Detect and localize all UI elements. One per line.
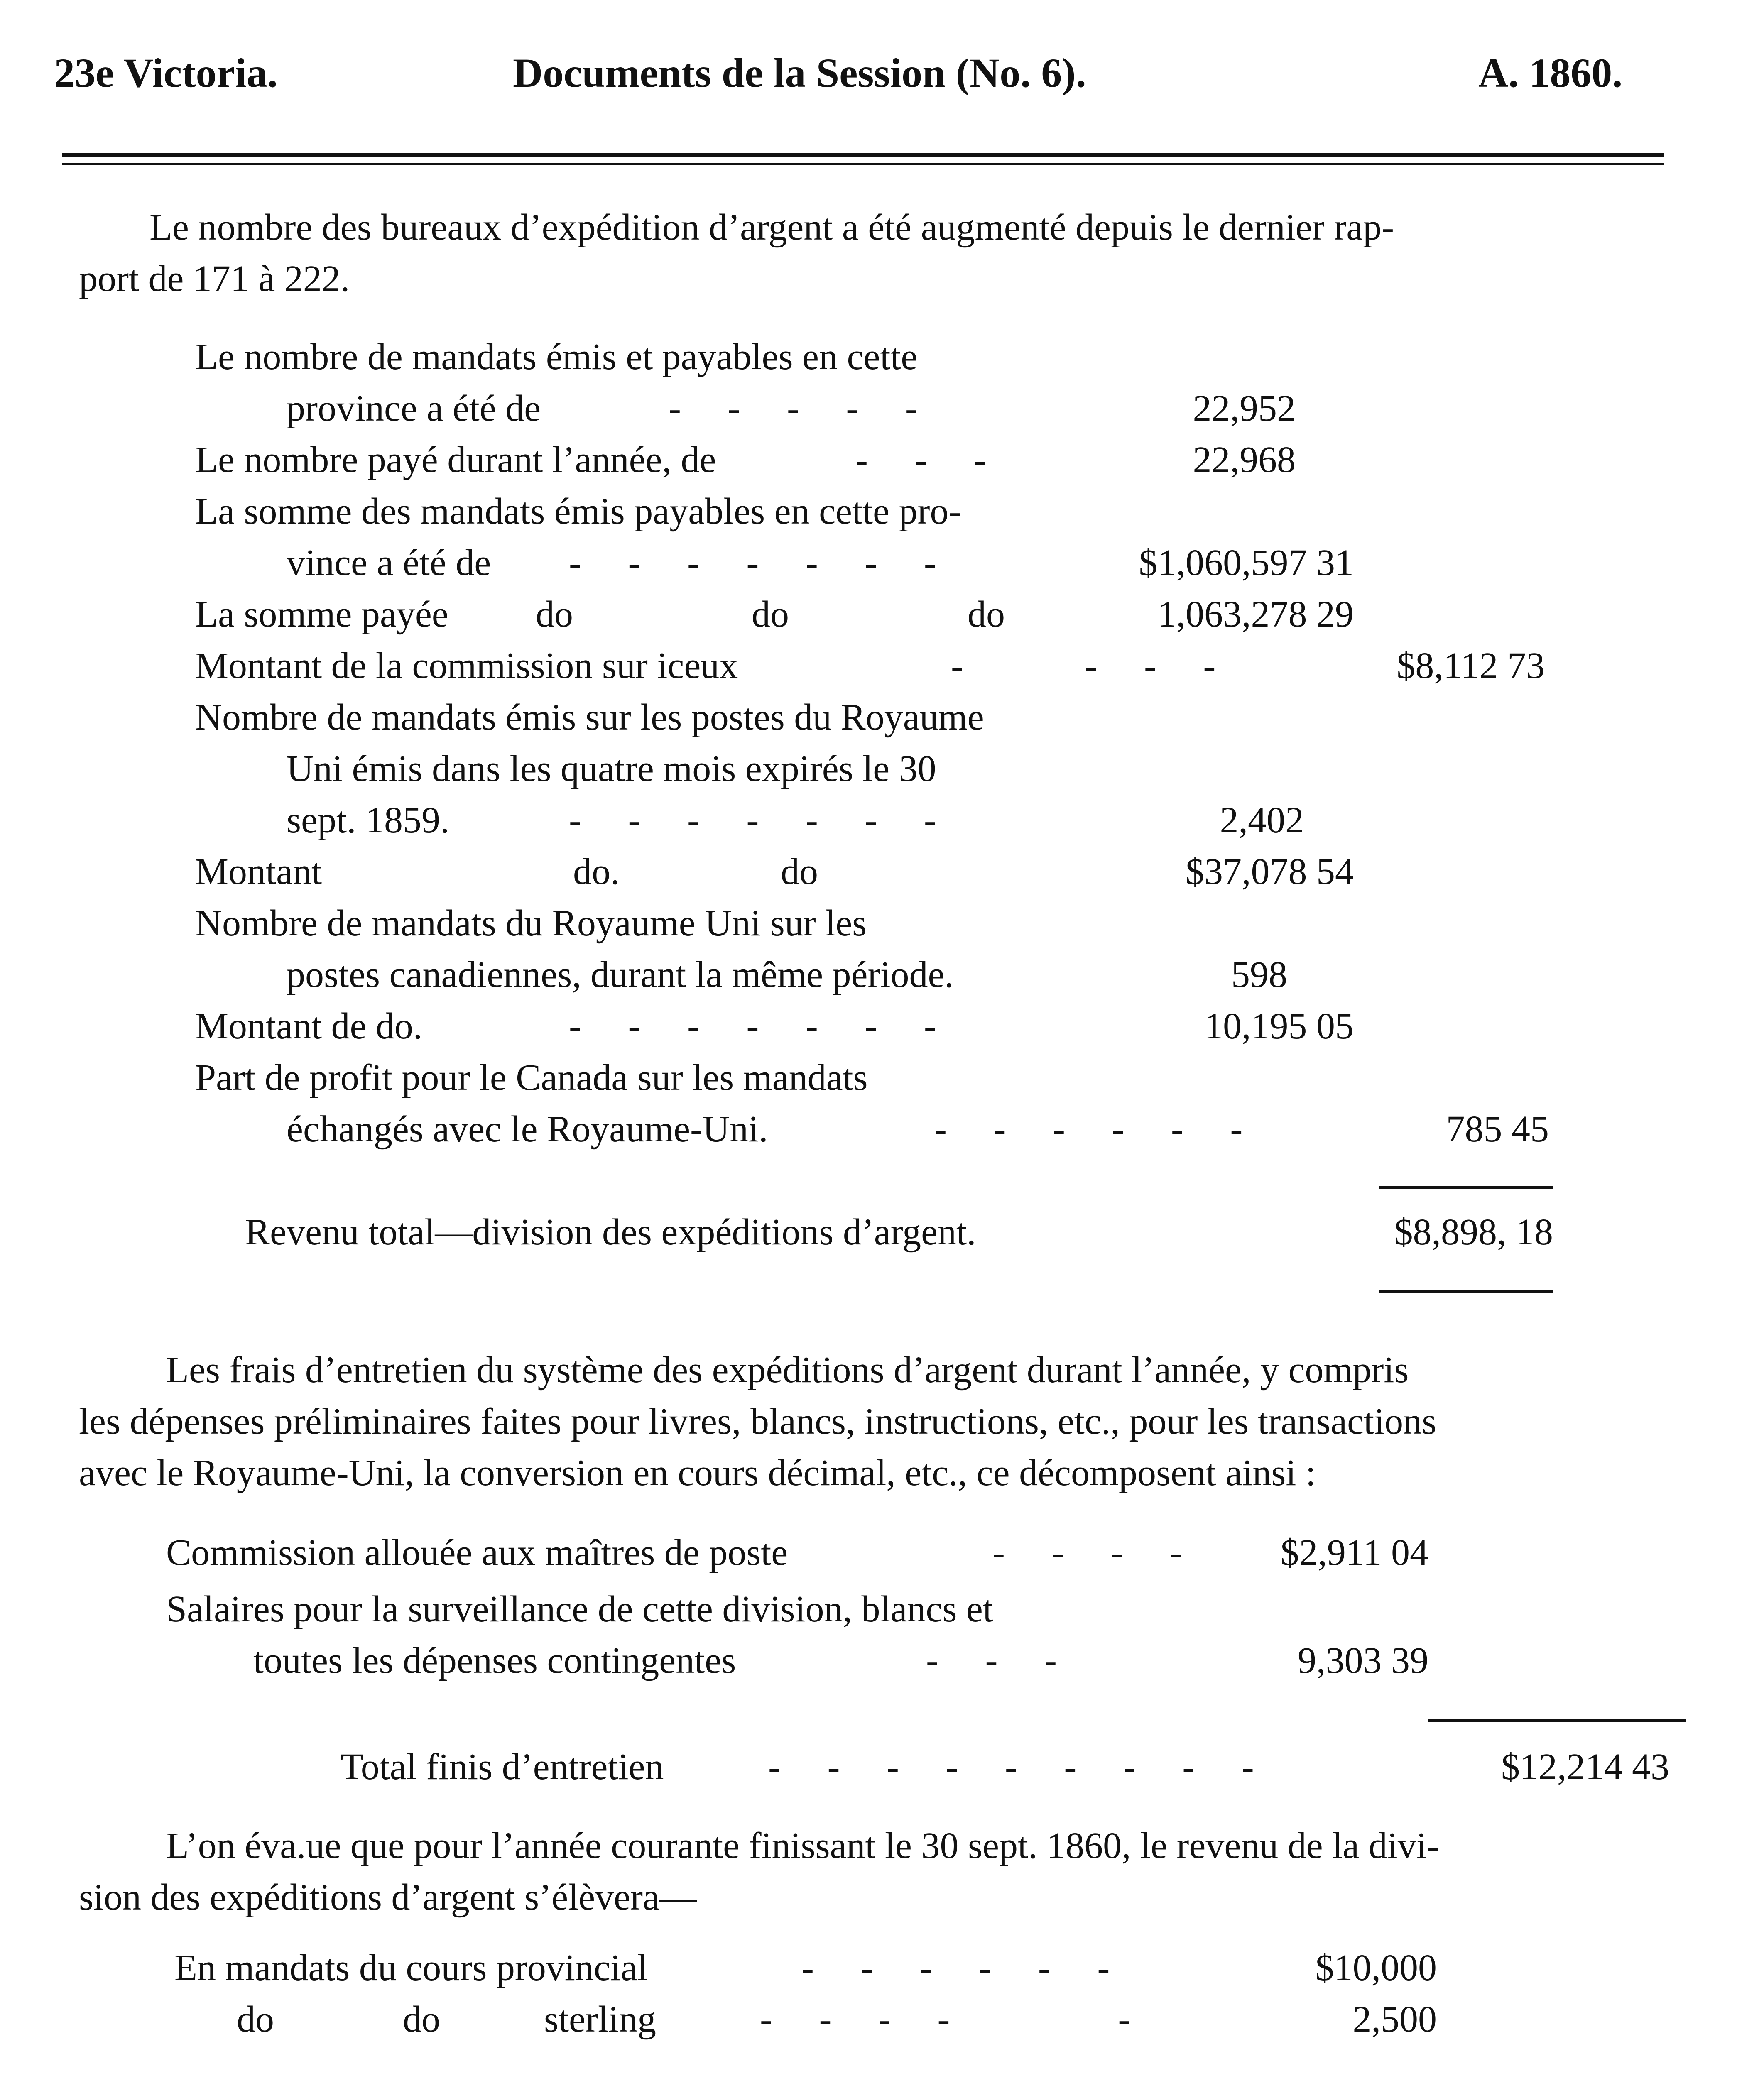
- stats-value: 598: [1231, 954, 1287, 995]
- stats-value: $1,060,597 31: [1139, 542, 1354, 583]
- revenue-total-value: $8,898, 18: [1394, 1212, 1553, 1253]
- frais-para-line-1: Les frais d’entretien du système des expéditions d’argent durant l’année, y compris: [166, 1349, 1409, 1391]
- intro-line-2: port de 171 à 222.: [79, 258, 350, 299]
- leader-dashes: - - - - - - - - -: [768, 1746, 1254, 1787]
- leader-dashes: - - - - - -: [801, 1947, 1110, 1988]
- frais-total-label: Total finis d’entretien: [341, 1746, 664, 1787]
- frais-row-label: Salaires pour la surveillance de cette division, blancs et: [166, 1589, 993, 1630]
- leader-dashes: - - - - -: [669, 388, 918, 429]
- ditto-mark: do: [968, 594, 1005, 635]
- stats-value: 1,063,278 29: [1157, 594, 1354, 635]
- header-rule-bottom: [62, 163, 1664, 165]
- stats-total-column: 785 45: [1446, 1109, 1549, 1150]
- estimate-row-label: En mandats du cours provincial: [174, 1947, 648, 1988]
- stats-row-label: Le nombre payé durant l’année, de: [195, 439, 716, 480]
- stats-row-label-cont: vince a été de: [287, 542, 491, 583]
- stats-row-label-cont: postes canadiennes, durant la même période.: [287, 954, 954, 995]
- stats-value: 2,402: [1220, 800, 1304, 841]
- leader-dashes: - - - - - - -: [569, 1006, 936, 1047]
- estimate-row-label: sterling: [544, 1999, 656, 2040]
- header-volume: 23e Victoria.: [54, 50, 278, 96]
- leader-dashes: - - - -: [951, 645, 1216, 686]
- stats-value: 10,195 05: [1204, 1006, 1354, 1047]
- frais-row-label: Commission allouée aux maîtres de poste: [166, 1532, 788, 1573]
- header-title: Documents de la Session (No. 6).: [513, 50, 1086, 96]
- stats-row-label-cont: échangés avec le Royaume-Uni.: [287, 1109, 768, 1150]
- stats-row-label: La somme des mandats émis payables en cette pro-: [195, 491, 961, 532]
- leader-dashes: - - -: [926, 1640, 1057, 1681]
- stats-row-label: Le nombre de mandats émis et payables en cette: [195, 336, 918, 377]
- ditto-mark: do.: [573, 851, 620, 892]
- estimate-para-line-2: sion des expéditions d’argent s’élèvera—: [79, 1877, 697, 1918]
- stats-value: 22,968: [1193, 439, 1296, 480]
- leader-dashes: - - - - -: [760, 1999, 1131, 2040]
- stats-row-label: Part de profit pour le Canada sur les mandats: [195, 1057, 868, 1098]
- stats-row-label: Montant de do.: [195, 1006, 423, 1047]
- ditto-mark: do: [536, 594, 573, 635]
- estimate-value: $10,000: [1315, 1947, 1437, 1988]
- frais-para-line-2: les dépenses préliminaires faites pour livres, blancs, instructions, etc., pour les transactions: [79, 1401, 1437, 1442]
- frais-value: 9,303 39: [1298, 1640, 1428, 1681]
- stats-subtotal: $8,112 73: [1396, 645, 1545, 686]
- estimate-para-line-1: L’on éva.ue que pour l’année courante finissant le 30 sept. 1860, le revenu de la divi-: [166, 1825, 1439, 1866]
- sum-rule: [1379, 1290, 1553, 1293]
- leader-dashes: - - - - - -: [934, 1109, 1243, 1150]
- ditto-mark: do: [403, 1999, 440, 2040]
- stats-row-label-cont: sept. 1859.: [287, 800, 450, 841]
- frais-para-line-3: avec le Royaume-Uni, la conversion en cours décimal, etc., ce décomposent ainsi :: [79, 1452, 1316, 1493]
- header-rule-top: [62, 153, 1664, 157]
- estimate-value: 2,500: [1352, 1999, 1437, 2040]
- stats-row-label: La somme payée: [195, 594, 448, 635]
- sum-rule: [1428, 1719, 1686, 1722]
- stats-row-label-cont: Uni émis dans les quatre mois expirés le 30: [287, 748, 936, 789]
- frais-value: $2,911 04: [1280, 1532, 1428, 1573]
- stats-row-label: Nombre de mandats du Royaume Uni sur les: [195, 903, 867, 944]
- leader-dashes: - - - - - - -: [569, 800, 936, 841]
- sum-rule: [1379, 1186, 1553, 1189]
- leader-dashes: - - - - - - -: [569, 542, 936, 583]
- ditto-mark: do: [781, 851, 818, 892]
- leader-dashes: - - -: [855, 439, 986, 480]
- ditto-mark: do: [752, 594, 789, 635]
- stats-row-label: Montant: [195, 851, 322, 892]
- ditto-mark: do: [237, 1999, 274, 2040]
- leader-dashes: - - - -: [992, 1532, 1183, 1573]
- stats-value: $37,078 54: [1186, 851, 1354, 892]
- revenue-total-label: Revenu total—division des expéditions d’argent.: [245, 1212, 976, 1253]
- frais-total-value: $12,214 43: [1501, 1746, 1669, 1787]
- stats-row-label: Nombre de mandats émis sur les postes du Royaume: [195, 697, 984, 738]
- stats-row-label: Montant de la commission sur iceux: [195, 645, 738, 686]
- stats-row-label-cont: province a été de: [287, 388, 541, 429]
- frais-row-label-cont: toutes les dépenses contingentes: [253, 1640, 736, 1681]
- intro-line-1: Le nombre des bureaux d’expédition d’argent a été augmenté depuis le dernier rap-: [149, 207, 1394, 248]
- stats-value: 22,952: [1193, 388, 1296, 429]
- header-year: A. 1860.: [1478, 50, 1623, 96]
